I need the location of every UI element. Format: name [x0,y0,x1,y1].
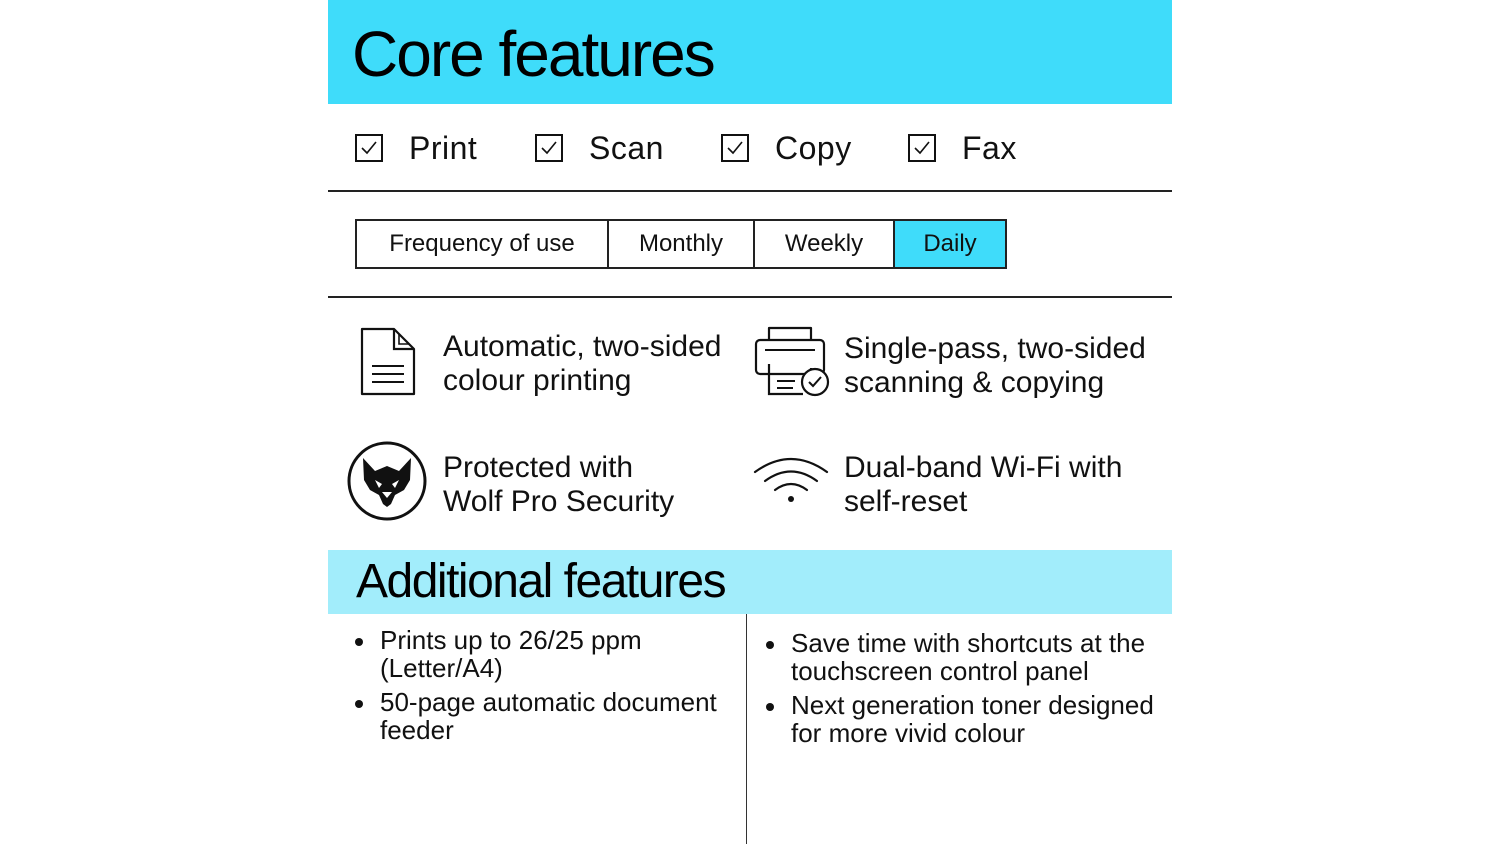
function-checklist [328,104,1172,190]
function-label: Copy [775,129,852,166]
frequency-option-daily-selected: Daily [895,221,1005,267]
core-features-title: Core features [352,18,714,90]
additional-features-title: Additional features [356,555,726,608]
frequency-option-monthly: Monthly [609,221,755,267]
printer-check-icon [753,324,833,405]
divider [328,190,1172,192]
function-print [355,130,477,166]
checkbox-checked-icon [355,134,383,162]
function-copy [721,130,852,166]
core-features-header [328,0,1172,104]
features-panel [328,0,1172,844]
frequency-option-weekly: Weekly [755,221,895,267]
additional-features-header [328,550,1172,614]
wifi-icon [752,456,830,511]
document-icon [358,326,418,403]
wolf-shield-icon [346,440,428,527]
frequency-header: Frequency of use [357,221,609,267]
checkbox-checked-icon [908,134,936,162]
list-item: Next generation toner designed for more vivid colour [766,691,1166,747]
function-fax [908,130,1017,166]
checkbox-checked-icon [721,134,749,162]
feature-text: Dual-band Wi-Fi with self-reset [844,451,1123,518]
list-item: Prints up to 26/25 ppm (Letter/A4) [355,626,725,682]
function-label: Print [409,129,478,166]
feature-text: Single-pass, two-sided scanning & copying [844,332,1146,399]
list-item: Save time with shortcuts at the touchscreen control panel [766,629,1166,685]
function-scan [535,130,664,166]
column-divider [746,614,747,844]
divider [328,296,1172,298]
function-label: Scan [589,129,664,166]
frequency-of-use-scale [355,219,1007,269]
additional-features-right-list [766,629,1166,753]
feature-text: Protected with Wolf Pro Security [443,451,675,518]
feature-text: Automatic, two-sided colour printing [443,330,722,397]
checkbox-checked-icon [535,134,563,162]
additional-features-left-list [355,626,725,750]
list-item: 50-page automatic document feeder [355,688,725,744]
function-label: Fax [962,129,1017,166]
